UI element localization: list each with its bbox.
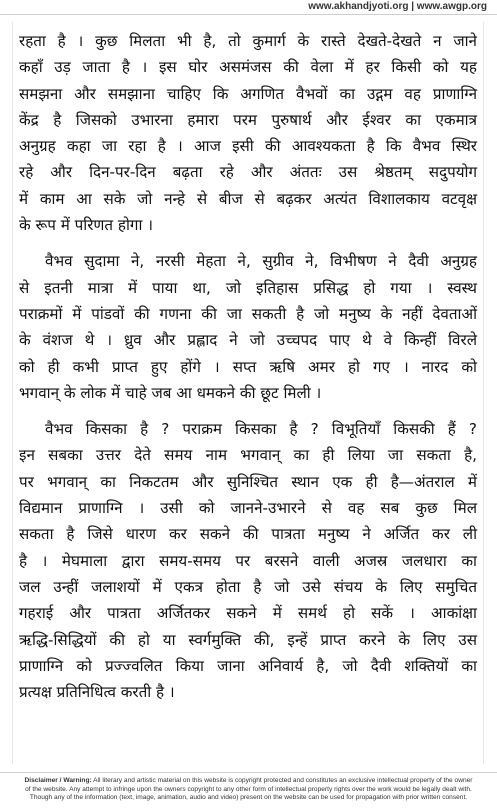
text-line: ऋद्धि-सिद्धियों की हो या स्वर्गमुक्ति की, इन्हें प्राप्त करने के लिए उस [19, 630, 477, 649]
header-bar [0, 0, 497, 15]
text-line: जल उन्हीं जलाशयों में एकत्र होता है जो उसे संचय के लिए समुचित [19, 577, 477, 596]
text-line: के रूप में परिणत होगा । [19, 216, 153, 235]
text-line: में काम आ सके जो नन्हे से बीज से बढ़कर अत्यंत विशालकाय वटवृक्ष [19, 189, 477, 208]
disclaimer-line [6, 777, 491, 786]
text-line: सकता है जिसे धारण कर सकने की पात्रता मनुष्य ने अर्जित कर ली [19, 525, 477, 544]
text-line: कहाँ उड़ जाता है । इस घोर असमंजस की वेला में हर किसी को यह [19, 58, 477, 77]
disclaimer-footer [0, 772, 497, 808]
text-line: वैभव किसका है ? पराक्रम किसका है ? विभूतियाँ किसकी हैं ? [45, 420, 477, 439]
text-line: गहराई और पात्रता अर्जितकर सकने में समर्थ हो सकें । आकांक्षा [19, 604, 477, 623]
text-line: केंद्र है जिसको उभारना हमारा परम पुरुषार्थ और ईश्वर का एकमात्र [19, 110, 477, 129]
text-line: पराक्रमों में पांडवों की गणना की जा सकती है जो मनुष्य के नहीं देवताओं [19, 304, 477, 323]
page-body [12, 22, 484, 764]
paragraph-1 [19, 28, 477, 238]
text-line: को ही कभी प्राप्त हुए होंगे । सप्त ऋषि अमर हो गए । नारद को [19, 357, 477, 376]
text-line: पर भगवान् का निकटतम और सुनिश्चित स्थान एक ही है—अंतराल में [19, 472, 477, 491]
site-url[interactable]: www.akhandjyoti.org | www.awgp.org [308, 1, 487, 12]
text-line: रहता है । कुछ मिलता भी है, तो कुमार्ग के रास्ते देखते-देखते न जाने [19, 32, 477, 50]
text-line: प्राणाग्नि को प्रज्ज्वलित किया जाना अनिवार्य है, जो दैवी शक्तियों का [19, 656, 477, 675]
text-line: के वंशज थे । ध्रुव और प्रह्लाद ने जो उच्चपद पाए थे वे किन्हीं विरले [19, 331, 477, 350]
text-line: वैभव सुदामा ने, नरसी मेहता ने, सुग्रीव ने, विभीषण ने दैवी अनुग्रह [45, 252, 477, 271]
text-line: भगवान् के लोक में चाहे जब आ धमकने की छूट मिली । [19, 383, 322, 402]
disclaimer-line: Though any of the information (text, image, animation, audio and video) present on the website can be used for propagation with prior written consent. [29, 794, 468, 802]
disclaimer-label: Disclaimer / Warning: [24, 777, 92, 784]
text-line: समझना और समझाना चाहिए कि अगणित वैभवों का उद्गम वह प्राणाग्नि [19, 84, 477, 103]
text-line: इन सबका उत्तर देते समय नाम भगवान् का ही लिया जा सकता है, [19, 446, 477, 465]
text-line: है । मेघमाला द्वारा समय-समय पर बरसने वाली अजस्र जलधारा का [19, 551, 477, 570]
text-line: विद्यमान प्राणाग्नि । उसी को जानने-उभारने से वह सब कुछ मिल [19, 499, 477, 518]
disclaimer-text: All literary and artistic material on this website is copyright protected and constitutes an exclusive intellectual property of the owner [93, 777, 473, 784]
paragraph-3 [19, 416, 477, 705]
paragraph-2 [19, 248, 477, 406]
text-line: अनुग्रह कहा जा रहा है । आज इसी की आवश्यकता है कि वैभव स्थिर [19, 137, 477, 156]
text-line: से इतनी मात्रा में पाया था, जो इतिहास प्रसिद्ध हो गया । स्वस्थ [19, 278, 477, 297]
text-line: प्रत्यक्ष प्रतिनिधित्व करती है । [19, 683, 175, 702]
text-line: रहे और दिन-पर-दिन बढ़ता रहे और अंततः उस श्रेष्ठतम् सदुपयोग [19, 163, 477, 182]
disclaimer-line: of the website. Any attempt to infringe upon the owners copyright to any other form of intellectual property rights over the work would be legally dealt with. [25, 785, 472, 793]
